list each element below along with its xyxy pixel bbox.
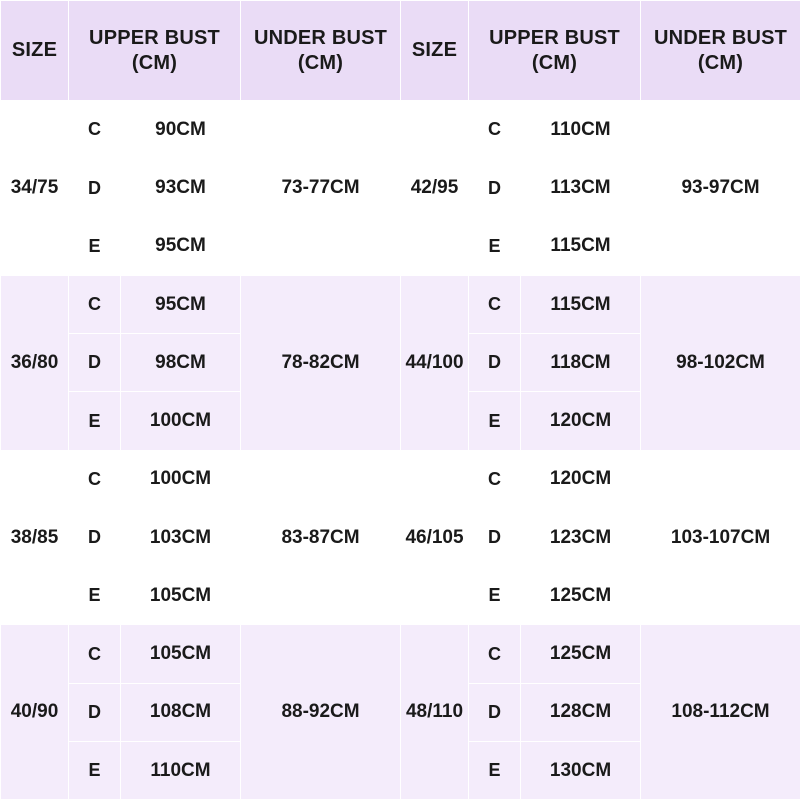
size-cell-left: 34/75 [1,101,69,276]
upper-bust-cell-left: 90CM [121,101,241,159]
cup-cell-left: E [69,567,121,625]
under-bust-cell-right: 98-102CM [641,275,800,450]
under-bust-cell-right: 93-97CM [641,101,800,276]
cup-cell-right: D [469,508,521,566]
cup-cell-left: E [69,741,121,799]
cup-cell-left: D [69,159,121,217]
cup-cell-left: D [69,508,121,566]
size-cell-left: 36/80 [1,275,69,450]
cup-cell-left: E [69,392,121,450]
size-cell-left: 40/90 [1,625,69,800]
upper-bust-cell-right: 115CM [521,275,641,333]
under-bust-cell-left: 88-92CM [241,625,401,800]
upper-bust-cell-left: 100CM [121,392,241,450]
header-under-bust-right: UNDER BUST (CM) [641,1,800,101]
table-row [1,275,800,333]
upper-bust-cell-right: 120CM [521,450,641,508]
cup-cell-right: E [469,741,521,799]
upper-bust-cell-right: 113CM [521,159,641,217]
size-cell-right: 48/110 [401,625,469,800]
under-bust-cell-left: 78-82CM [241,275,401,450]
table-body [1,101,800,800]
upper-bust-cell-right: 125CM [521,625,641,683]
header-size-left: SIZE [1,1,69,101]
upper-bust-cell-right: 128CM [521,683,641,741]
table-row [1,450,800,508]
size-cell-right: 46/105 [401,450,469,625]
header-upper-bust-left: UPPER BUST (CM) [69,1,241,101]
upper-bust-cell-right: 118CM [521,334,641,392]
under-bust-cell-right: 108-112CM [641,625,800,800]
upper-bust-cell-left: 95CM [121,217,241,275]
table-row [1,101,800,159]
cup-cell-left: C [69,275,121,333]
cup-cell-right: C [469,625,521,683]
header-size-right: SIZE [401,1,469,101]
upper-bust-cell-left: 110CM [121,741,241,799]
upper-bust-cell-left: 95CM [121,275,241,333]
cup-cell-right: E [469,392,521,450]
cup-cell-right: E [469,217,521,275]
upper-bust-cell-right: 120CM [521,392,641,450]
size-cell-right: 42/95 [401,101,469,276]
upper-bust-cell-left: 105CM [121,567,241,625]
cup-cell-left: D [69,683,121,741]
cup-cell-right: C [469,450,521,508]
upper-bust-cell-left: 105CM [121,625,241,683]
upper-bust-cell-right: 123CM [521,508,641,566]
under-bust-cell-left: 73-77CM [241,101,401,276]
under-bust-cell-right: 103-107CM [641,450,800,625]
header-upper-bust-right: UPPER BUST (CM) [469,1,641,101]
cup-cell-left: E [69,217,121,275]
table-header-row [1,1,800,101]
upper-bust-cell-left: 98CM [121,334,241,392]
cup-cell-left: C [69,450,121,508]
upper-bust-cell-left: 93CM [121,159,241,217]
table-row [1,625,800,683]
cup-cell-right: E [469,567,521,625]
cup-cell-right: D [469,159,521,217]
under-bust-cell-left: 83-87CM [241,450,401,625]
cup-cell-right: C [469,101,521,159]
size-cell-right: 44/100 [401,275,469,450]
cup-cell-left: C [69,625,121,683]
cup-cell-right: D [469,334,521,392]
cup-cell-right: D [469,683,521,741]
upper-bust-cell-right: 110CM [521,101,641,159]
cup-cell-right: C [469,275,521,333]
upper-bust-cell-left: 103CM [121,508,241,566]
upper-bust-cell-left: 100CM [121,450,241,508]
header-under-bust-left: UNDER BUST (CM) [241,1,401,101]
upper-bust-cell-right: 130CM [521,741,641,799]
upper-bust-cell-left: 108CM [121,683,241,741]
cup-cell-left: D [69,334,121,392]
upper-bust-cell-right: 115CM [521,217,641,275]
upper-bust-cell-right: 125CM [521,567,641,625]
size-cell-left: 38/85 [1,450,69,625]
cup-cell-left: C [69,101,121,159]
